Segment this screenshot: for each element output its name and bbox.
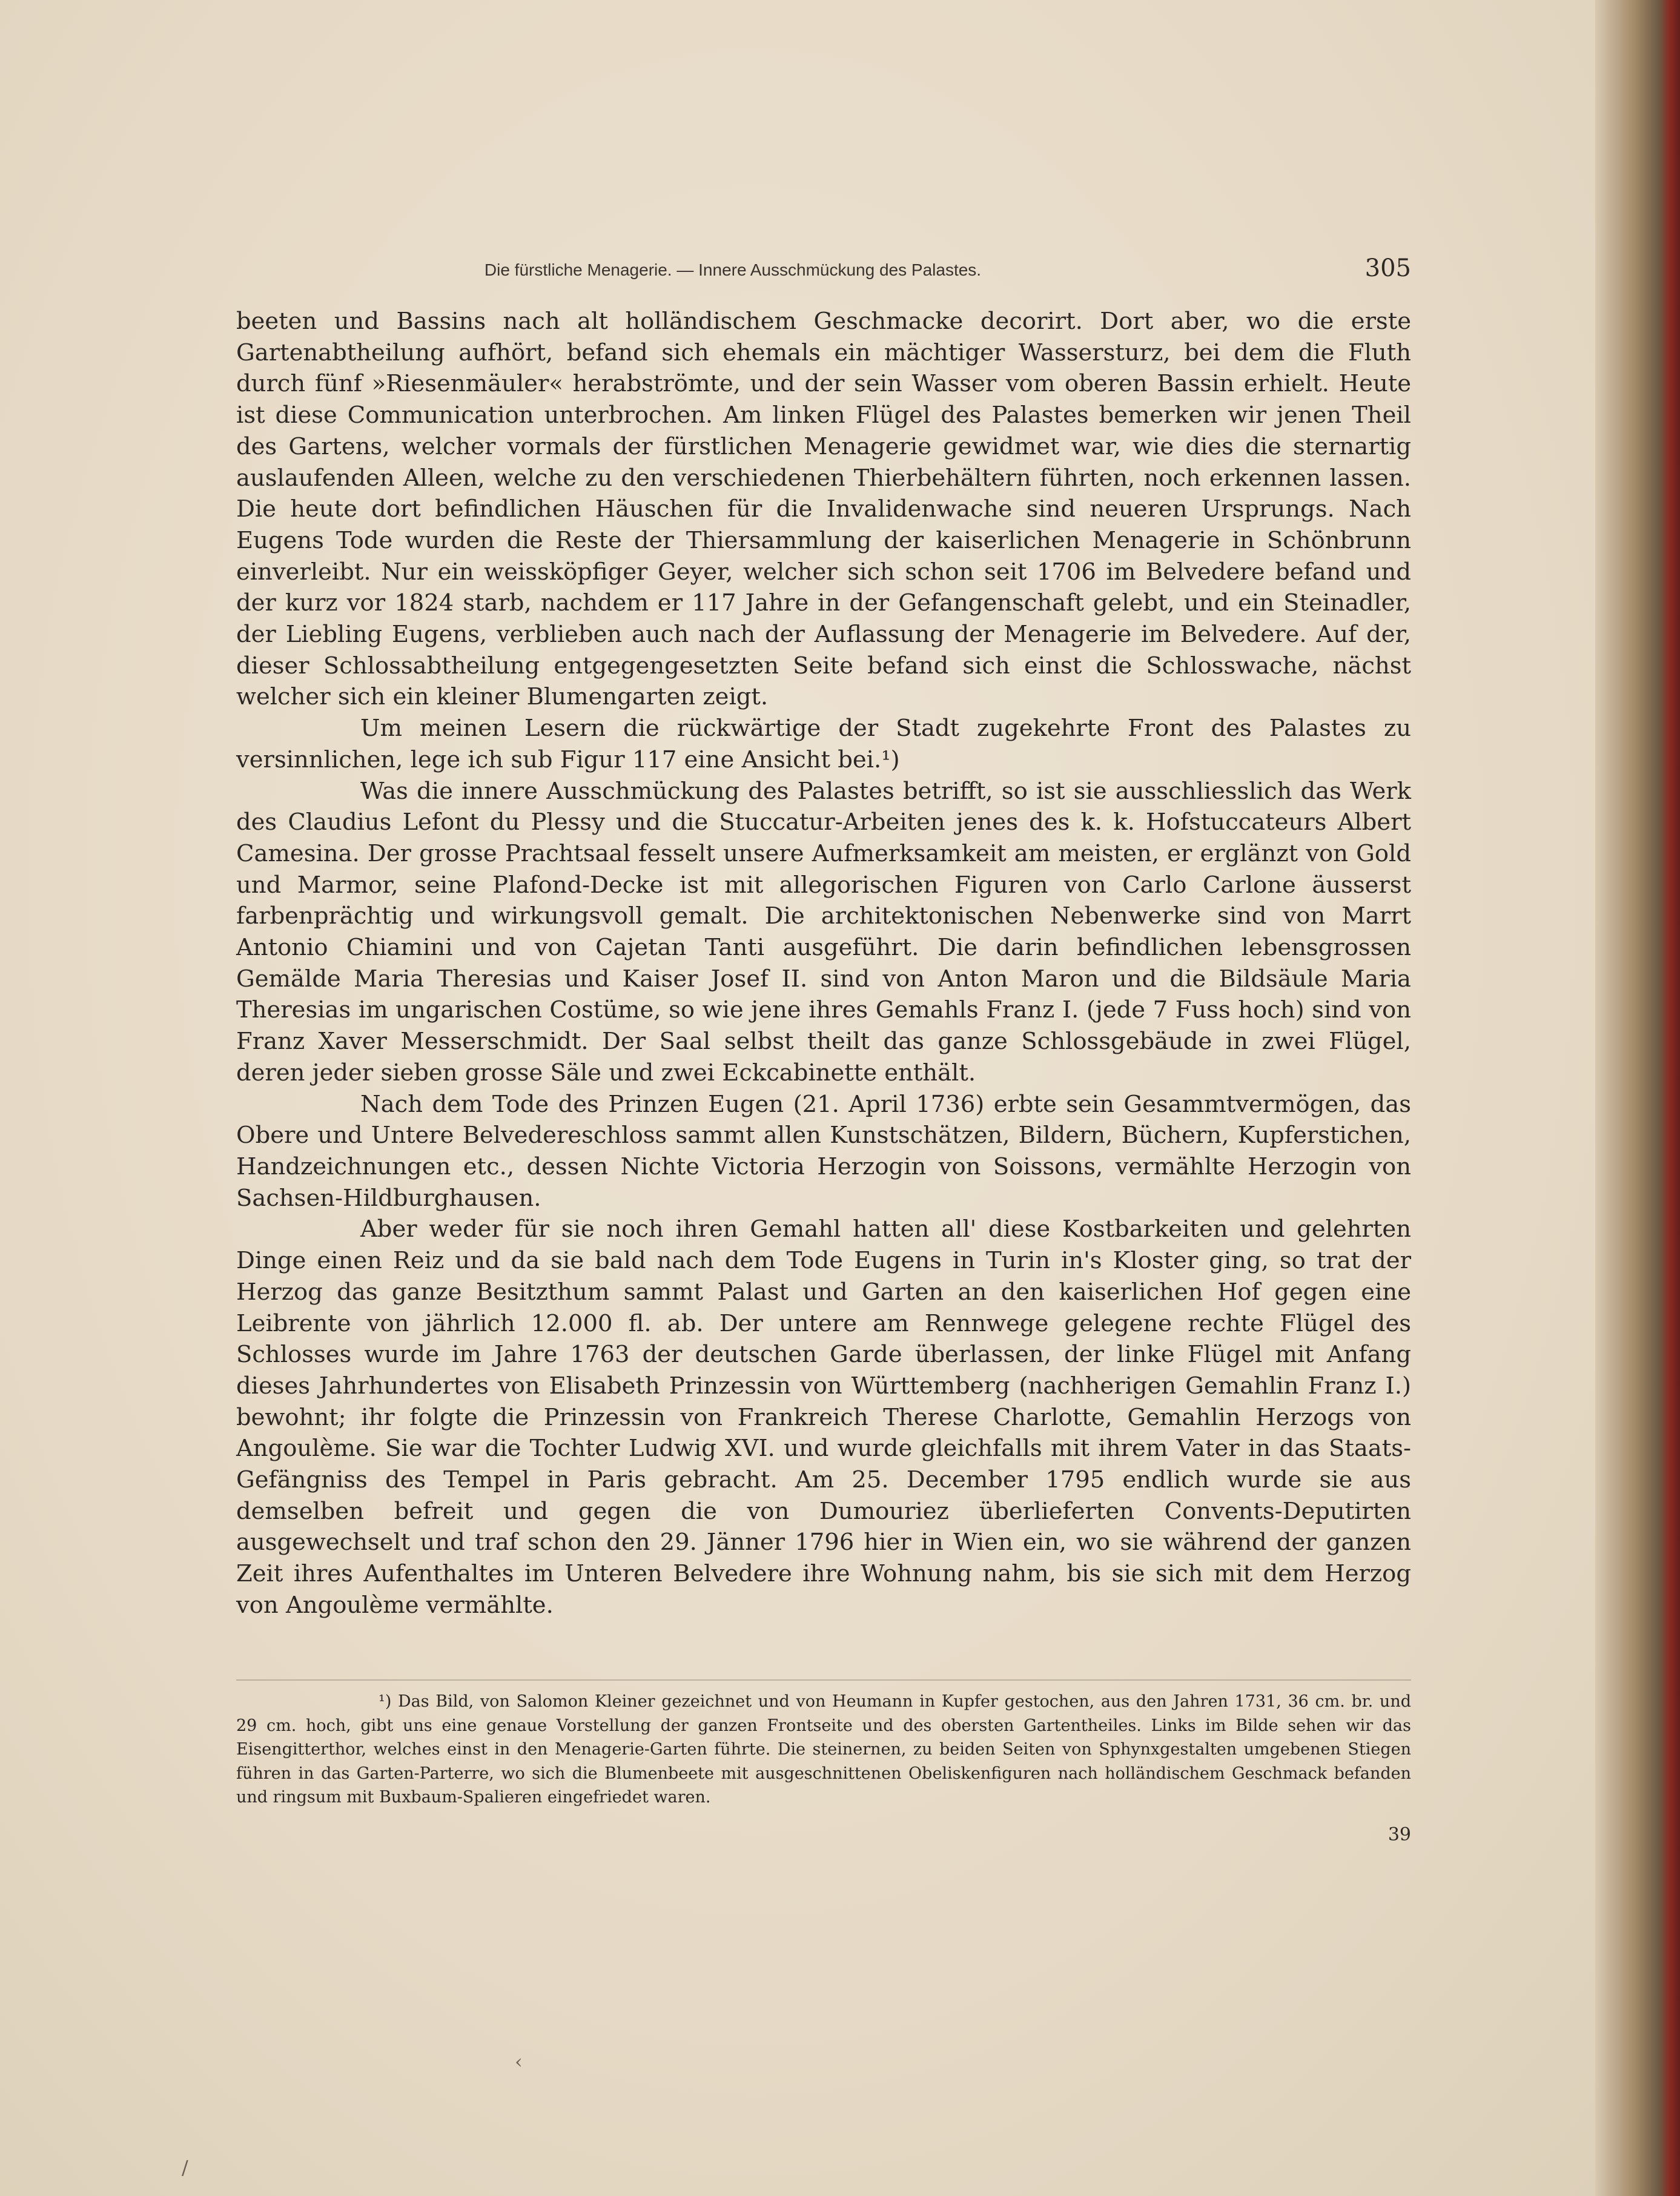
paragraph: Was die innere Ausschmückung des Palastes betrifft, so ist sie ausschliesslich das Werk des Claudius Lefont du Plessy und die Stuccatur-Arbeiten jenes des k. k. Hofstuccateurs Albert Camesina. Der grosse Prachtsaal fesselt unsere Aufmerksamkeit am meisten, er erglänzt von Gold und Marmor, seine Plafond-Decke ist mit allegorischen Figuren von Carlo Carlone äusserst farbenprächtig und wirkungsvoll gemalt. Die architektonischen Nebenwerke sind von Marrt Antonio Chiamini und von Cajetan Tanti ausgeführt. Die darin befindlichen lebensgrossen Gemälde Maria Theresias und Kaiser Josef II. sind von Anton Maron und die Bildsäule Maria Theresias im ungarischen Costüme, so wie jene ihres Gemahls Franz I. (jede 7 Fuss hoch) sind von Franz Xaver Messerschmidt. Der Saal selbst theilt das ganze Schlossgebäude in zwei Flügel, deren jeder sieben grosse Säle und zwei Eckcabinette enthält. — [236, 777, 1411, 1086]
footnote-divider — [236, 1679, 1411, 1681]
body-text — [236, 306, 1411, 1621]
footnote: ¹) Das Bild, von Salomon Kleiner gezeichnet und von Heumann in Kupfer gestochen, aus den Jahren 1731, 36 cm. br. und 29 cm. hoch, gibt uns eine genaue Vorstellung der ganzen Frontseite und des obersten Gartentheiles. Links im Bilde sehen wir das Eisengitterthor, welches einst in den Menagerie-Garten führte. Die steinernen, zu beiden Seiten von Sphynxgestalten umgebenen Stiegen führen in das Garten-Parterre, wo sich die Blumenbeete mit ausgeschnittenen Obeliskenfiguren nach holländischem Geschmack befanden und ringsum mit Buxbaum-Spalieren eingefriedet waren. — [236, 1692, 1411, 1807]
running-title: Die fürstliche Menagerie. — Innere Ausschmückung des Palastes. — [484, 260, 982, 279]
sheet-signature: 39 — [1387, 1824, 1411, 1845]
book-binding-edge — [1595, 0, 1680, 2196]
ink-speck: ‹ — [515, 2050, 523, 2073]
footnotes — [236, 1690, 1411, 1810]
ink-speck: / — [182, 2156, 188, 2179]
paragraph: Um meinen Lesern die rückwärtige der Stadt zugekehrte Front des Palastes zu versinnlichen, lege ich sub Figur 117 eine Ansicht bei.¹) — [236, 715, 1411, 773]
page-number: 305 — [1364, 254, 1411, 282]
paragraph: beeten und Bassins nach alt holländischem Geschmacke decorirt. Dort aber, wo die erste Gartenabtheilung aufhört, befand sich ehemals ein mächtiger Wassersturz, bei dem die Fluth durch fünf »Riesenmäuler« herabströmte, und der sein Wasser vom oberen Bassin erhielt. Heute ist diese Communication unterbrochen. Am linken Flügel des Palastes bemerken wir jenen Theil des Gartens, welcher vormals der fürstlichen Menagerie gewidmet war, wie dies die sternartig auslaufenden Alleen, welche zu den verschiedenen Thierbehältern führten, noch erkennen lassen. Die heute dort befindlichen Häuschen für die Invalidenwache sind neueren Ursprungs. Nach Eugens Tode wurden die Reste der Thiersammlung der kaiserlichen Menagerie in Schönbrunn einverleibt. Nur ein weissköpfiger Geyer, welcher sich schon seit 1706 im Belvedere befand und der kurz vor 1824 starb, nachdem er 117 Jahre in der Gefangenschaft gelebt, und ein Steinadler, der Liebling Eugens, verblieben auch nach der Auflassung der Menagerie im Belvedere. Auf der, dieser Schlossabtheilung entgegengesetzten Seite befand sich einst die Schlosswache, nächst welcher sich ein kleiner Blumengarten zeigt. — [236, 308, 1411, 711]
page-header — [236, 254, 1411, 291]
paragraph: Aber weder für sie noch ihren Gemahl hatten all' diese Kostbarkeiten und gelehrten Dinge einen Reiz und da sie bald nach dem Tode Eugens in Turin in's Kloster ging, so trat der Herzog das ganze Besitzthum sammt Palast und Garten an den kaiserlichen Hof gegen eine Leibrente von jährlich 12.000 fl. ab. Der untere am Rennwege gelegene rechte Flügel des Schlosses wurde im Jahre 1763 der deutschen Garde überlassen, der linke Flügel mit Anfang dieses Jahrhundertes von Elisabeth Prinzessin von Württemberg (nachherigen Gemahlin Franz I.) bewohnt; ihr folgte die Prinzessin von Frankreich Therese Charlotte, Gemahlin Herzogs von Angoulème. Sie war die Tochter Ludwig XVI. und wurde gleichfalls mit ihrem Vater in das Staats-Gefängniss des Tempel in Paris gebracht. Am 25. December 1795 endlich wurde sie aus demselben befreit und gegen die von Dumouriez überlieferten Convents-Deputirten ausgewechselt und traf schon den 29. Jänner 1796 hier in Wien ein, wo sie während der ganzen Zeit ihres Aufenthaltes im Unteren Belvedere ihre Wohnung nahm, bis sie sich mit dem Herzog von Angoulème vermählte. — [236, 1215, 1411, 1619]
paragraph: Nach dem Tode des Prinzen Eugen (21. April 1736) erbte sein Gesammtvermögen, das Obere und Untere Belvedereschloss sammt allen Kunstschätzen, Bildern, Büchern, Kupferstichen, Handzeichnungen etc., dessen Nichte Victoria Herzogin von Soissons, vermählte Herzogin von Sachsen-Hildburghausen. — [236, 1090, 1411, 1212]
